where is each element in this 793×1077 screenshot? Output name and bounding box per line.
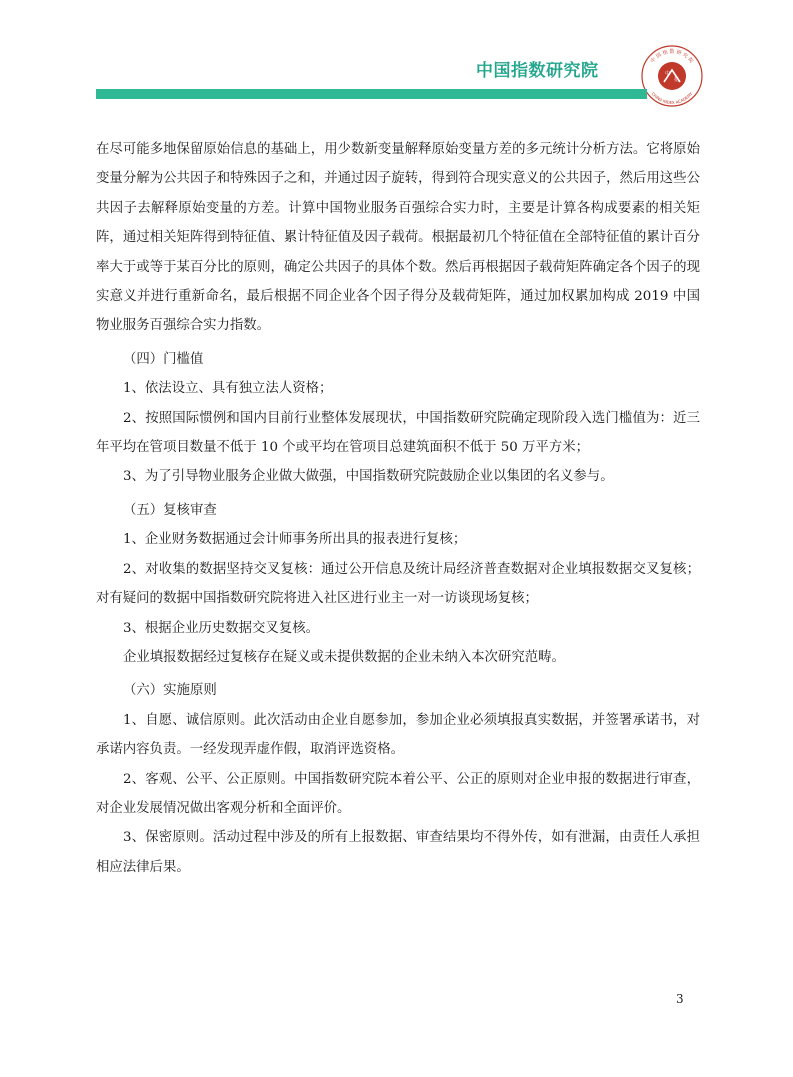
document-body bbox=[96, 135, 700, 882]
threshold-item-2: 2、按照国际惯例和国内目前行业整体发展现状，中国指数研究院确定现阶段入选门槛值为：近三年平均在管项目数量不低于 10 个或平均在管项目总建筑面积不低于 50 万平方米； bbox=[96, 410, 700, 456]
logo-center-left: 中 bbox=[665, 71, 671, 77]
page-number: 3 bbox=[676, 992, 684, 1006]
logo-top-text: 中 国 指 数 研 究 院 bbox=[649, 49, 695, 65]
china-index-academy-logo bbox=[640, 44, 704, 108]
threshold-item-3: 3、为了引导物业服务企业做大做强，中国指数研究院鼓励企业以集团的名义参与。 bbox=[123, 469, 614, 485]
threshold-item-1: 1、依法设立、具有独立法人资格； bbox=[123, 381, 333, 397]
principle-item-1: 1、自愿、诚信原则。此次活动由企业自愿参加，参加企业必须填报真实数据，并签署承诺书，对承诺内容负责。一经发现弄虚作假，取消评选资格。 bbox=[96, 712, 700, 758]
header-divider-bar bbox=[96, 89, 647, 99]
logo-center-right: 指 bbox=[674, 77, 680, 83]
section-title-principles: （六）实施原则 bbox=[123, 683, 217, 699]
logo-bottom-text: CHINA INDEX ACADEMY bbox=[650, 91, 694, 106]
paragraph-factor-analysis: 在尽可能多地保留原始信息的基础上，用少数新变量解释原始变量方差的多元统计分析方法。它将原始变量分解为公共因子和特殊因子之和，并通过因子旋转，得到符合现实意义的公共因子，然后用这些公共因子去解释原始变量的方差。计算中国物业服务百强综合实力时，主要是计算各构成要素的相关矩阵，通过相关矩阵得到特征值、累计特征值及因子载荷。根据最初几个特征值在全部特征值的累计百分率大于或等于某百分比的原则，确定公共因子的具体个数。然后再根据因子载荷矩阵确定各个因子的现实意义并进行重新命名，最后根据不同企业各个因子得分及载荷矩阵，通过加权累加构成 2019 中国物业服务百强综合实力指数。 bbox=[96, 142, 700, 334]
principle-item-3: 3、保密原则。活动过程中涉及的所有上报数据、审查结果均不得外传，如有泄漏，由责任人承担相应法律后果。 bbox=[96, 830, 700, 875]
section-title-review: （五）复核审查 bbox=[123, 502, 217, 518]
section-title-threshold: （四）门槛值 bbox=[123, 351, 204, 367]
review-item-2: 2、对收集的数据坚持交叉复核：通过公开信息及统计局经济普查数据对企业填报数据交叉复核；对有疑问的数据中国指数研究院将进入社区进行业主一对一访谈现场复核； bbox=[96, 561, 700, 607]
review-note: 企业填报数据经过复核存在疑义或未提供数据的企业未纳入本次研究范畴。 bbox=[123, 649, 565, 665]
review-item-3: 3、根据企业历史数据交叉复核。 bbox=[123, 620, 319, 636]
header-title: 中国指数研究院 bbox=[476, 61, 599, 81]
review-item-1: 1、企业财务数据通过会计师事务所出具的报表进行复核； bbox=[123, 532, 467, 548]
principle-item-2: 2、客观、公平、公正原则。中国指数研究院本着公平、公正的原则对企业申报的数据进行审查，对企业发展情况做出客观分析和全面评价。 bbox=[96, 771, 700, 816]
